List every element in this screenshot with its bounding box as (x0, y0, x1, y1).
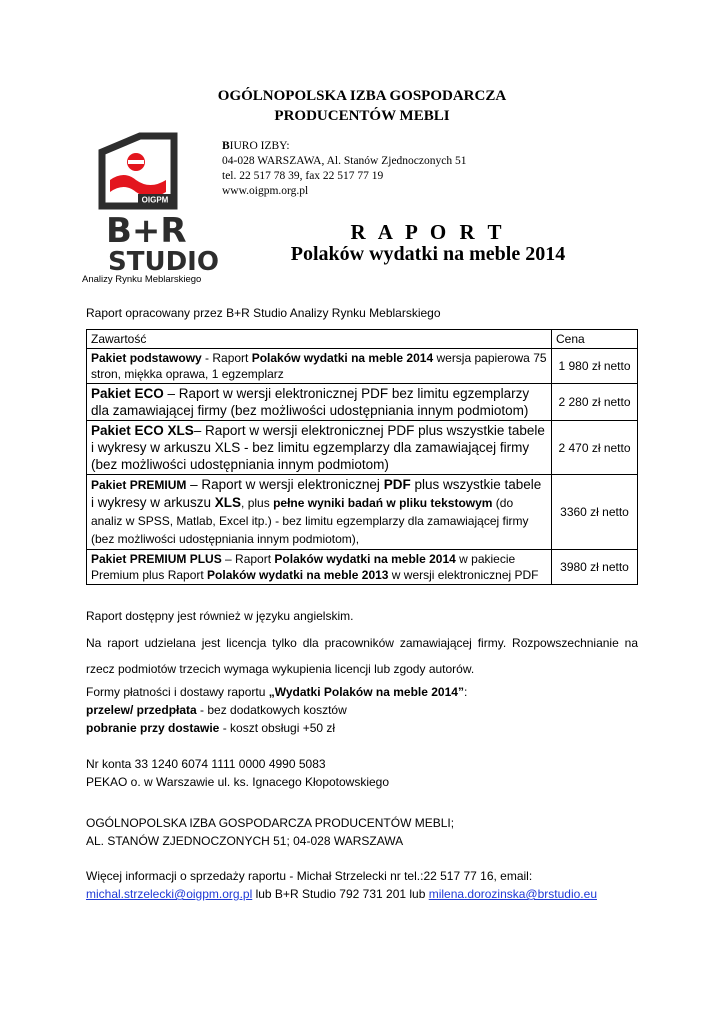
table-row (87, 475, 638, 550)
contact-block (86, 867, 638, 903)
organization-footer (86, 814, 638, 850)
package-basic-description (87, 349, 552, 384)
payment-cod (86, 719, 638, 737)
payment-intro (86, 683, 638, 701)
table-row (87, 550, 638, 585)
organization-title-line2: PRODUCENTÓW MEBLI (274, 108, 450, 124)
package-name: Pakiet PREMIUM PLUS (91, 552, 222, 566)
payment-cod-label: pobranie przy dostawie (86, 721, 220, 735)
package-text: w pakiecie Premium plus Raport (91, 552, 516, 582)
package-price: 3980 zł netto (552, 550, 638, 585)
br-studio-logo (88, 130, 219, 280)
license-note: Na raport udzielana jest licencja tylko dla pracowników zamawiającej firmy. Rozpowszechnianie na rzecz podmiotów trzecich wymaga wykupienia licencji lub zgody autorów. (86, 636, 638, 676)
payment-transfer-label: przelew/ przedpłata (86, 703, 197, 717)
package-text: , plus (241, 496, 274, 510)
package-premium-description (87, 475, 552, 550)
package-text-bold: Polaków wydatki na meble 2013 (207, 568, 389, 582)
logo-brand-top: B+R (106, 211, 187, 251)
report-subtitle: Polaków wydatki na meble 2014 (290, 243, 566, 265)
payment-block (86, 683, 638, 737)
bank-block (86, 755, 638, 791)
package-price: 2 470 zł netto (552, 421, 638, 475)
organization-address: AL. STANÓW ZJEDNOCZONYCH 51; 04-028 WARSZAWA (86, 834, 404, 848)
package-eco-xls-description (87, 421, 552, 475)
report-title: R A P O R T (350, 220, 506, 244)
offer-table (86, 329, 638, 585)
office-label-rest: IURO IZBY: (229, 140, 290, 152)
package-premium-plus-description (87, 550, 552, 585)
office-website[interactable]: www.oigpm.org.pl (222, 185, 309, 197)
payment-transfer-text: - bez dodatkowych kosztów (196, 703, 347, 717)
office-label-initial: B (222, 140, 230, 152)
table-header-row (87, 330, 638, 349)
package-text: – Raport w wersji elektronicznej PDF plus wszystkie tabele i wykresy w arkuszu XLS - bez limitu egzemplarzy dla zamawiającej firmy (bez możliwości udostępniania innym podmiotom) (91, 423, 545, 472)
bank-account: Nr konta 33 1240 6074 1111 0000 4990 5083 (86, 757, 326, 771)
office-phone: tel. 22 517 78 39, fax 22 517 77 19 (222, 170, 384, 182)
package-name: Pakiet ECO XLS (91, 423, 194, 438)
package-text: w wersji elektronicznej PDF (388, 568, 539, 582)
package-text: – Raport w wersji elektronicznej PDF bez limitu egzemplarzy dla zamawiającej firmy (bez możliwości udostępniania innym podmiotom) (91, 386, 530, 418)
contact-info: Więcej informacji o sprzedaży raportu - Michał Strzelecki nr tel.:22 517 77 16, email: (86, 869, 533, 883)
organization-title (0, 86, 724, 126)
payment-report-title: „Wydatki Polaków na meble 2014” (268, 685, 464, 699)
package-eco-description (87, 384, 552, 421)
email-link-brstudio[interactable]: milena.dorozinska@brstudio.eu (428, 887, 597, 901)
package-text-bold: PDF (383, 477, 411, 492)
contact-emails (86, 885, 638, 903)
logo-badge-text: OIGPM (141, 195, 169, 205)
office-address: 04-028 WARSZAWA, Al. Stanów Zjednoczonych 51 (222, 155, 467, 167)
package-text: - Raport (201, 351, 252, 365)
package-text: – Raport (221, 552, 275, 566)
package-name: Pakiet PREMIUM (91, 478, 187, 492)
package-text-bold: Polaków wydatki na meble 2014 (251, 351, 434, 365)
header-price: Cena (552, 330, 638, 349)
email-link-oigpm[interactable]: michal.strzelecki@oigpm.org.pl (86, 887, 253, 901)
package-price: 2 280 zł netto (552, 384, 638, 421)
organization-title-line1: OGÓLNOPOLSKA IZBA GOSPODARCZA (217, 88, 507, 104)
logo-caption: Analizy Rynku Meblarskiego (82, 274, 202, 285)
package-text: wersja papierowa 75 stron, miękka oprawa, 1 egzemplarz (91, 351, 547, 381)
contact-middle-text: lub B+R Studio 792 731 201 lub (252, 887, 429, 901)
organization-full-name: OGÓLNOPOLSKA IZBA GOSPODARCZA PRODUCENTÓW MEBLI; (86, 816, 455, 830)
payment-transfer (86, 701, 638, 719)
header-contents: Zawartość (87, 330, 552, 349)
package-price: 1 980 zł netto (552, 349, 638, 384)
package-text: – Raport w wersji elektronicznej (186, 477, 384, 492)
table-row (87, 421, 638, 475)
payment-cod-text: - koszt obsługi +50 zł (219, 721, 336, 735)
package-text: (do analiz w SPSS, Matlab, Excel itp.) - bez limitu egzemplarzy dla zamawiającej firmy (bez możliwości udostępniania innym podmiotom), (91, 496, 529, 546)
office-label (222, 139, 467, 154)
table-row (87, 349, 638, 384)
package-text-bold: pełne wyniki badań w pliku tekstowym (273, 496, 493, 510)
english-availability-note: Raport dostępny jest również w języku angielskim. (86, 609, 354, 623)
logo-flag-wave (110, 175, 166, 197)
table-row (87, 384, 638, 421)
payment-intro-text: Formy płatności i dostawy raportu (86, 685, 269, 699)
package-text-bold: Polaków wydatki na meble 2014 (274, 552, 456, 566)
payment-colon: : (463, 685, 468, 699)
bank-name: PEKAO o. w Warszawie ul. ks. Ignacego Kłopotowskiego (86, 775, 390, 789)
prepared-by-text: Raport opracowany przez B+R Studio Analizy Rynku Meblarskiego (86, 306, 441, 320)
package-text-bold: XLS (214, 495, 242, 510)
package-name: Pakiet podstawowy (91, 351, 202, 365)
package-text: plus wszystkie tabele i wykresy w arkuszu (91, 477, 542, 510)
office-address-block (222, 139, 467, 199)
logo-brand-bottom: STUDIO (108, 247, 219, 277)
package-name: Pakiet ECO (91, 386, 164, 401)
package-price: 3360 zł netto (552, 475, 638, 550)
